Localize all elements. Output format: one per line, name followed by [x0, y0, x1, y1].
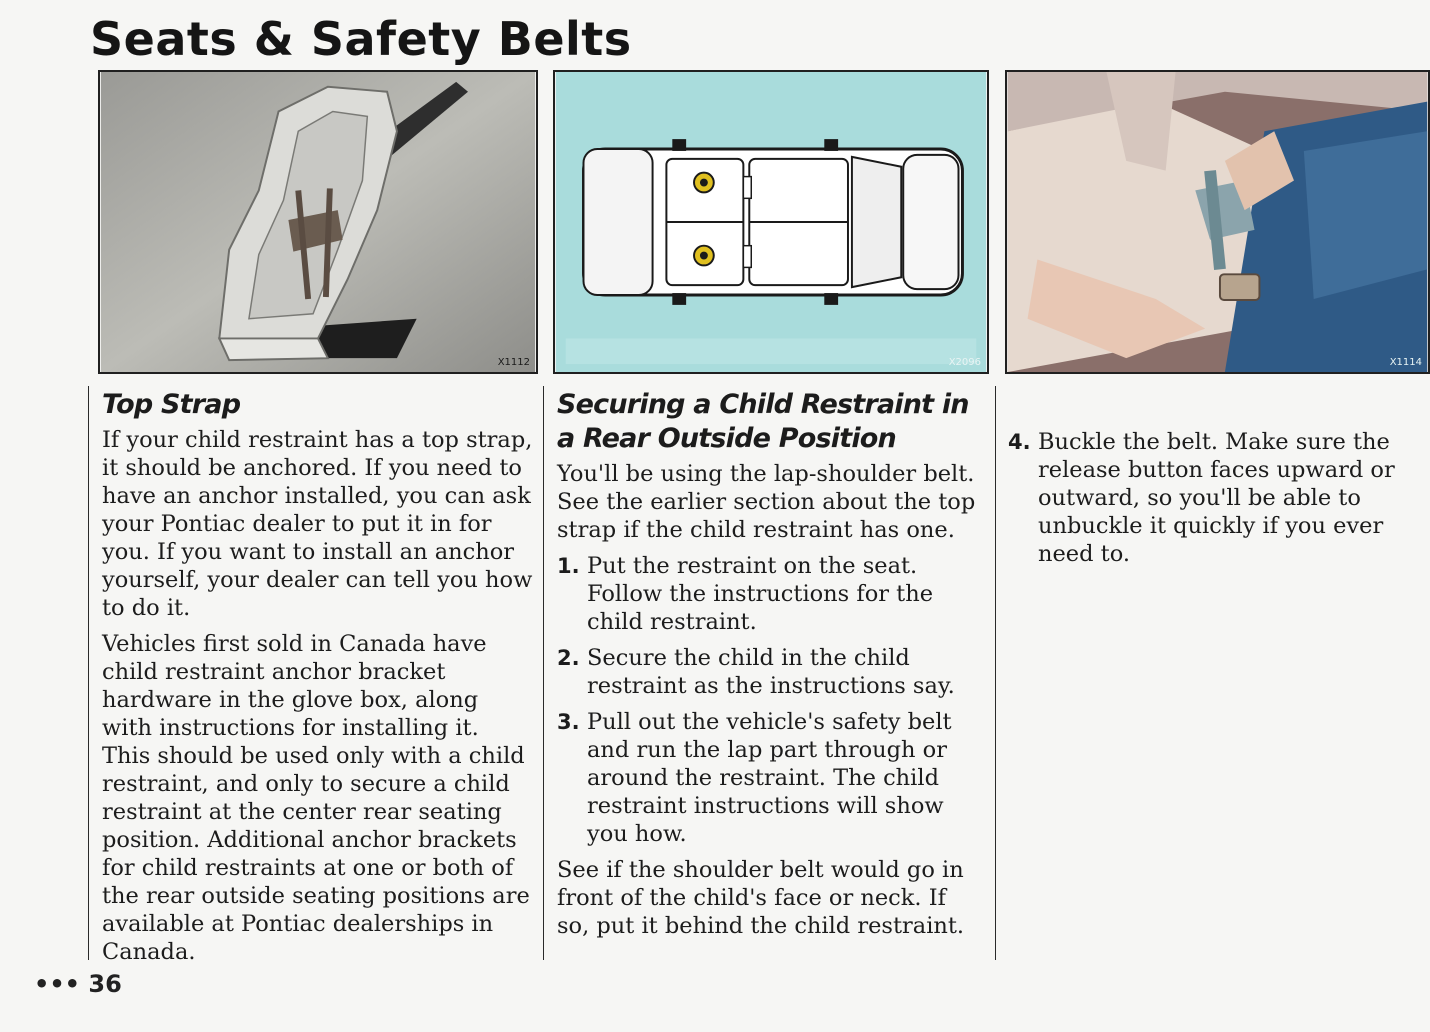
step-number: 3.	[557, 710, 580, 734]
figure-code: X1114	[1389, 357, 1422, 368]
column-securing	[557, 388, 979, 948]
column-rule	[88, 386, 89, 960]
section-heading: Securing a Child Restraint in a Rear Outside Position	[557, 389, 969, 454]
column-rule	[543, 386, 544, 960]
column-top-strap	[102, 388, 534, 974]
paragraph: You'll be using the lap-shoulder belt. See the earlier section about the top strap if the child restraint has one.	[557, 461, 976, 543]
step-item	[1008, 428, 1418, 568]
step-item	[557, 708, 979, 848]
step-item	[557, 552, 979, 636]
step-text: Pull out the vehicle's safety belt and run the lap part through or around the restraint. The child restraint instructions will show you how.	[587, 709, 952, 847]
figure-code: X2096	[948, 357, 981, 368]
step-number: 1.	[557, 554, 580, 578]
step-number: 4.	[1008, 430, 1031, 454]
column-buckle	[1008, 428, 1418, 576]
page-title: Seats & Safety Belts	[90, 12, 632, 66]
step-text: Secure the child in the child restraint as the instructions say.	[587, 645, 955, 699]
figure-vehicle-diagram	[553, 70, 989, 374]
buckling-belt-illustration	[1007, 72, 1428, 372]
step-number: 2.	[557, 646, 580, 670]
section-heading: Top Strap	[102, 389, 241, 420]
step-note: See if the shoulder belt would go in front of the child's face or neck. If so, put it behind the child restraint.	[557, 857, 965, 939]
step-text: Put the restraint on the seat. Follow the instructions for the child restraint.	[587, 553, 934, 635]
figure-child-seat	[98, 70, 538, 374]
step-text: Buckle the belt. Make sure the release button faces upward or outward, so you'll be able to unbuckle it quickly if you ever need to.	[1038, 429, 1395, 567]
page-number: ••• 36	[34, 970, 122, 998]
paragraph: Vehicles first sold in Canada have child restraint anchor bracket hardware in the glove box, along with instructions for installing it. This should be used only with a child restraint, and only to secure a child restraint at the center rear seating position. Additional anchor brackets for child restraints at one or both of the rear outside seating positions are available at Pontiac dealerships in Canada.	[102, 631, 530, 965]
vehicle-top-view-diagram	[555, 72, 987, 372]
figure-code: X1112	[497, 357, 530, 368]
step-item	[557, 644, 979, 700]
paragraph: If your child restraint has a top strap, it should be anchored. If you need to have an anchor installed, you can ask your Pontiac dealer to put it in for you. If you want to install an anchor yourself, your dealer can tell you how to do it.	[102, 427, 533, 621]
child-seat-top-strap-illustration	[100, 72, 536, 372]
figure-buckle	[1005, 70, 1430, 374]
column-rule	[995, 386, 996, 960]
